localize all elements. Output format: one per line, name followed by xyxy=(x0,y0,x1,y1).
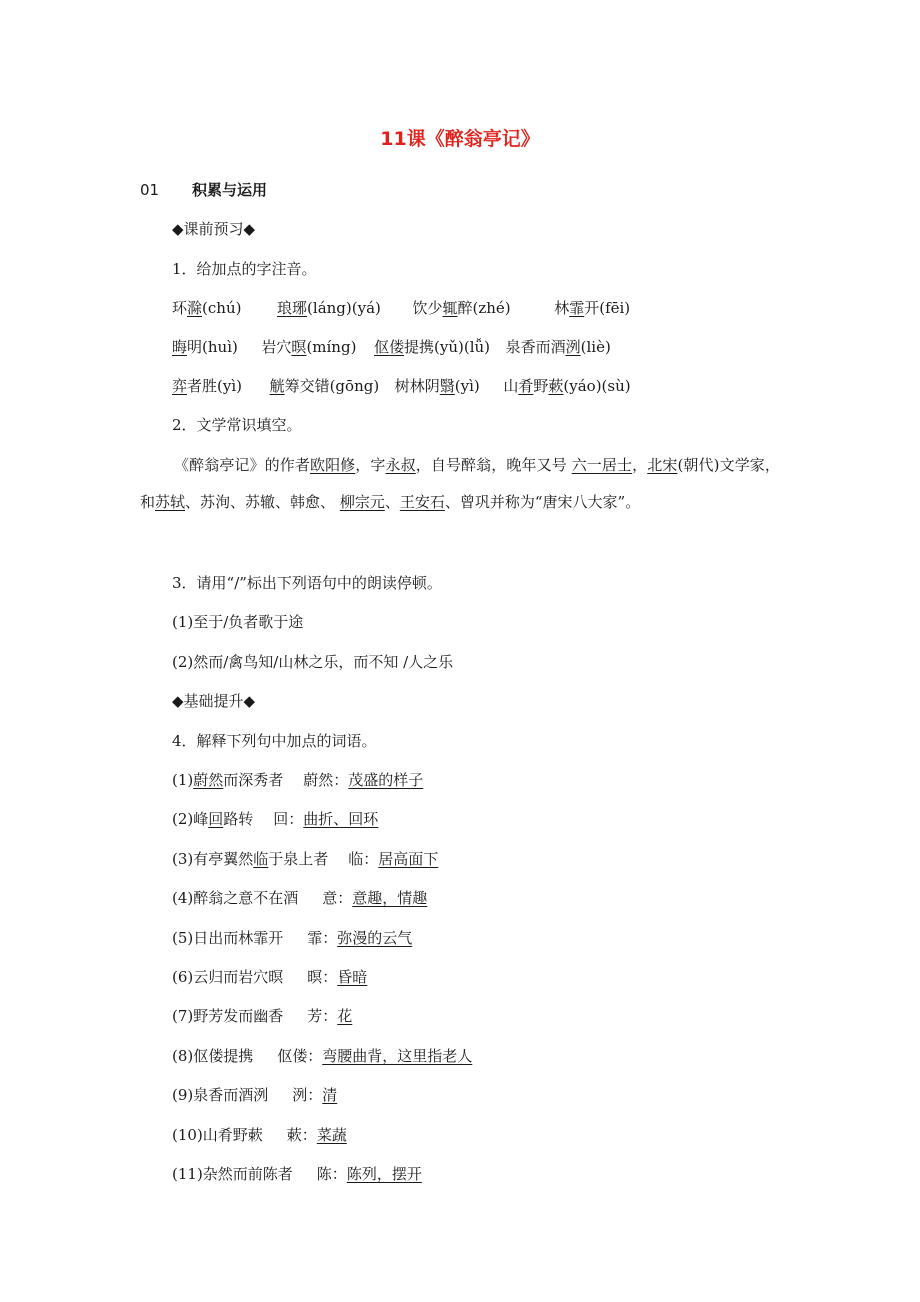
answer: 清 xyxy=(322,1086,338,1104)
answer: 意趣，情趣 xyxy=(352,889,428,907)
answer: 茂盛的样子 xyxy=(348,771,424,789)
answer-alias: 六一居士 xyxy=(571,456,633,474)
word-item: (8)伛偻提携 伛偻：弯腰曲背，这里指老人 xyxy=(172,1047,473,1065)
pause-item-2: (2)然而/禽鸟知/山林之乐，而不知 /人之乐 xyxy=(172,653,454,671)
word-item: (1)蔚然而深秀者 蔚然：茂盛的样子 xyxy=(172,771,424,789)
section-label: 积累与运用 xyxy=(192,181,268,199)
pinyin-item: 泉香而酒洌(liè) xyxy=(505,338,611,356)
word-item: (7)野芳发而幽香 芳：花 xyxy=(172,1007,353,1025)
word-item: (5)日出而林霏开 霏：弥漫的云气 xyxy=(172,929,413,947)
pause-item-1: (1)至于/负者歌于途 xyxy=(172,613,304,631)
pinyin-item: 山肴野蔌(yáo)(sù) xyxy=(503,377,631,395)
pinyin-item: 环滁(chú) xyxy=(172,299,242,317)
pinyin-item: 觥筹交错(gōng) xyxy=(269,377,380,395)
word-item: (2)峰回路转 回：曲折、回环 xyxy=(172,810,379,828)
section-heading xyxy=(140,179,267,201)
word-item: (11)杂然而前陈者 陈：陈列，摆开 xyxy=(172,1165,422,1183)
pinyin-item: 琅琊(láng)(yá) xyxy=(277,299,381,317)
answer: 花 xyxy=(337,1007,353,1025)
pinyin-row-3 xyxy=(172,375,631,397)
pinyin-item: 林霏开(fēi) xyxy=(554,299,631,317)
word-item: (3)有亭翼然临于泉上者 临：居高面下 xyxy=(172,850,439,868)
question-2-prompt: 2．文学常识填空。 xyxy=(172,416,302,434)
pinyin-row-2 xyxy=(172,336,611,358)
literature-fill-paragraph: 《醉翁亭记》的作者欧阳修，字永叔，自号醉翁，晚年又号 六一居士，北宋(朝代)文学家，和苏轼、苏洵、苏辙、韩愈、 柳宗元、王安石、曾巩并称为“唐宋八大家”。 xyxy=(140,456,780,511)
question-4-prompt: 4．解释下列句中加点的词语。 xyxy=(172,732,377,750)
answer-writer-1: 苏轼 xyxy=(155,493,186,511)
subsection-preview: ◆课前预习◆ xyxy=(172,220,256,238)
answer: 昏暗 xyxy=(337,968,368,986)
question-3-prompt: 3．请用“/”标出下列语句中的朗读停顿。 xyxy=(172,574,442,592)
answer-dynasty: 北宋 xyxy=(647,456,678,474)
word-item: (6)云归而岩穴暝 暝：昏暗 xyxy=(172,968,368,986)
page-title: 11课《醉翁亭记》 xyxy=(380,128,540,150)
answer: 菜蔬 xyxy=(316,1126,347,1144)
question-1-prompt: 1．给加点的字注音。 xyxy=(172,260,317,278)
word-item: (4)醉翁之意不在酒 意：意趣，情趣 xyxy=(172,889,428,907)
answer: 弯腰曲背，这里指老人 xyxy=(322,1047,473,1065)
pinyin-item: 晦明(huì) xyxy=(172,338,238,356)
answer-writer-2: 柳宗元 xyxy=(339,493,385,511)
subsection-basic: ◆基础提升◆ xyxy=(172,692,256,710)
pinyin-row-1 xyxy=(172,297,630,319)
answer: 陈列，摆开 xyxy=(346,1165,422,1183)
pinyin-item: 岩穴暝(míng) xyxy=(261,338,357,356)
answer: 曲折、回环 xyxy=(303,810,379,828)
pinyin-item: 树林阴翳(yì) xyxy=(394,377,480,395)
section-number: 01 xyxy=(140,181,160,199)
word-item: (9)泉香而酒洌 洌：清 xyxy=(172,1086,338,1104)
answer-courtesy-name: 永叔 xyxy=(385,456,416,474)
answer-author: 欧阳修 xyxy=(309,456,356,474)
answer: 居高面下 xyxy=(378,850,439,868)
answer: 弥漫的云气 xyxy=(337,929,413,947)
pinyin-item: 弈者胜(yì) xyxy=(172,377,242,395)
pinyin-item: 饮少辄醉(zhé) xyxy=(412,299,511,317)
word-item: (10)山肴野蔌 蔌：菜蔬 xyxy=(172,1126,347,1144)
answer-writer-3: 王安石 xyxy=(399,493,445,511)
pinyin-item: 伛偻提携(yǔ)(lǚ) xyxy=(374,338,491,356)
